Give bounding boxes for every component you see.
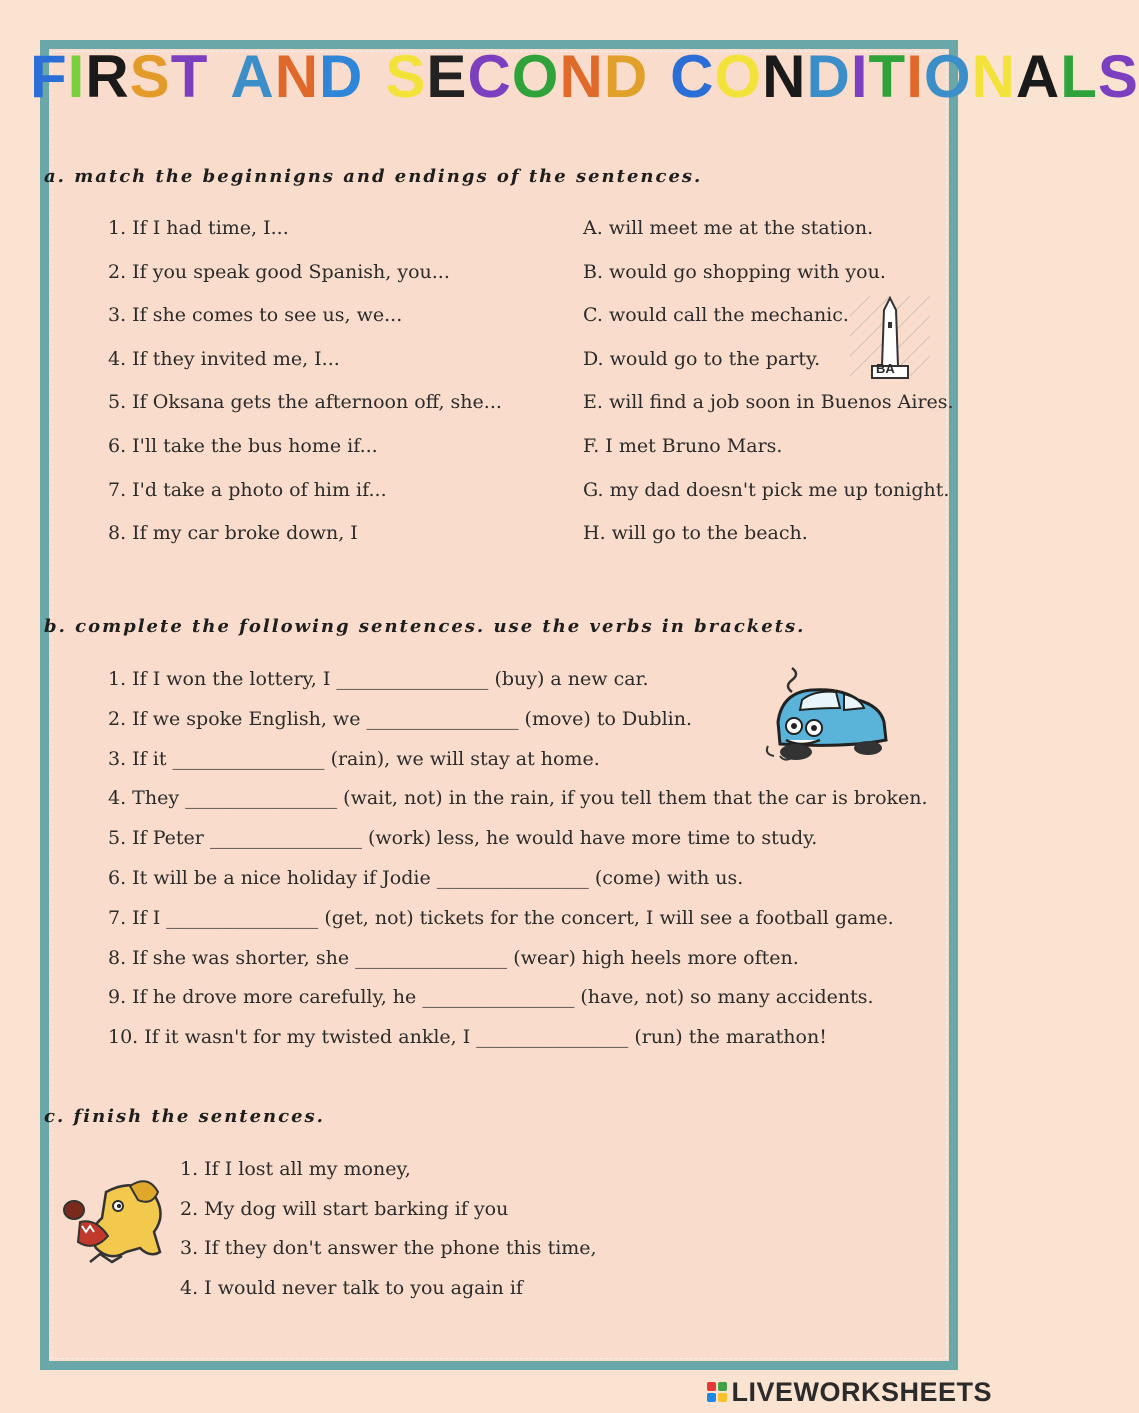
sentence-start: 5. If Peter [108, 827, 204, 850]
answer-blank[interactable]: ________________ [172, 747, 325, 770]
title-letter: D [806, 43, 851, 110]
title-letter: N [274, 43, 320, 110]
sentence-start: 10. If it wasn't for my twisted ankle, I [108, 1026, 471, 1049]
sentence-start: 7. If I [108, 906, 161, 929]
finish-sentence: 4. I would never talk to you again if [180, 1276, 523, 1299]
answer-blank[interactable]: ________________ [422, 986, 575, 1009]
fill-blank-sentence [108, 827, 817, 849]
match-ending: C. would call the mechanic. [583, 304, 849, 327]
sentence-end: (come) with us. [594, 867, 744, 889]
title-letter: S [385, 43, 427, 110]
sentence-start: 9. If he drove more carefully, he [108, 986, 417, 1009]
brand-text: LIVEWORKSHEETS [731, 1376, 992, 1407]
sentence-start: 2. If we spoke English, we [108, 707, 361, 730]
title-letter: L [1060, 43, 1098, 110]
sentence-end: (work) less, he would have more time to study. [367, 827, 818, 850]
fill-blank-sentence [108, 986, 874, 1008]
match-ending: E. will find a job soon in Buenos Aires. [583, 391, 954, 414]
fill-blank-sentence [108, 708, 692, 730]
finish-sentence: 1. If I lost all my money, [180, 1158, 411, 1180]
title-letter: R [85, 43, 130, 110]
title-letter: N [762, 43, 807, 110]
title-letter: O [714, 43, 763, 110]
match-beginning: 5. If Oksana gets the afternoon off, she... [108, 391, 502, 414]
sentence-start: 6. It will be a nice holiday if Jodie [108, 867, 431, 889]
answer-blank[interactable]: ________________ [366, 707, 519, 730]
title-letter: E [426, 43, 468, 110]
sentence-end: (wait, not) in the rain, if you tell them that the car is broken. [343, 787, 928, 810]
sentence-start: 8. If she was shorter, she [108, 946, 350, 969]
match-beginning: 7. I'd take a photo of him if... [108, 478, 387, 501]
fill-blank-sentence [108, 947, 799, 969]
sentence-start: 1. If I won the lottery, I [108, 668, 331, 690]
match-beginning: 6. I'll take the bus home if... [108, 435, 378, 457]
brand-square [707, 1382, 716, 1391]
match-beginning: 2. If you speak good Spanish, you... [108, 260, 450, 283]
brand-square [718, 1382, 727, 1391]
fill-blank-sentence [108, 748, 600, 770]
match-ending: G. my dad doesn't pick me up tonight. [583, 478, 950, 501]
title-letter: S [1097, 43, 1139, 110]
match-ending: H. will go to the beach. [583, 522, 808, 545]
title-letter: I [906, 43, 924, 110]
title-letter: T [170, 43, 209, 110]
title-letter: N [971, 43, 1016, 110]
title-letter: N [559, 43, 604, 110]
title-letter: S [129, 43, 171, 110]
fill-blank-sentence [108, 1026, 827, 1048]
title-letter: C [670, 43, 715, 110]
title-letter: I [67, 43, 86, 110]
sentence-end: (have, not) so many accidents. [580, 986, 874, 1009]
sentence-end: (get, not) tickets for the concert, I will see a football game. [324, 906, 894, 929]
title-letter: F [30, 43, 68, 110]
fill-blank-sentence [108, 668, 649, 690]
section-b-heading: b. complete the following sentences. use the verbs in brackets. [44, 616, 806, 637]
answer-blank[interactable]: ________________ [166, 906, 319, 929]
title-letter: D [319, 43, 364, 110]
title-letter: I [850, 43, 869, 110]
liveworksheets-logo [707, 1375, 992, 1409]
match-ending: D. would go to the party. [583, 347, 821, 370]
sentence-end: (wear) high heels more often. [513, 946, 799, 969]
title-letter: D [603, 43, 649, 110]
answer-blank[interactable]: ________________ [476, 1026, 629, 1049]
sentence-end: (run) the marathon! [634, 1026, 827, 1049]
title-letter: C [467, 43, 512, 110]
title-letter: O [511, 43, 560, 110]
fill-blank-sentence [108, 787, 928, 809]
match-beginning: 4. If they invited me, I... [108, 347, 340, 370]
sentence-start: 4. They [108, 787, 180, 810]
brand-square [707, 1393, 716, 1402]
match-beginning: 1. If I had time, I... [108, 217, 289, 239]
finish-sentence: 2. My dog will start barking if you [180, 1197, 509, 1220]
title-letter: T [868, 43, 907, 110]
fill-blank-sentence [108, 907, 894, 929]
match-ending: A. will meet me at the station. [583, 217, 874, 239]
answer-blank[interactable]: ________________ [436, 867, 589, 889]
section-a-heading: a. match the beginnigns and endings of the sentences. [44, 166, 703, 187]
answer-blank[interactable]: ________________ [209, 827, 362, 850]
match-beginning: 3. If she comes to see us, we... [108, 304, 403, 327]
sentence-end: (rain), we will stay at home. [330, 747, 600, 770]
section-c-heading: c. finish the sentences. [44, 1106, 325, 1127]
answer-blank[interactable]: ________________ [336, 668, 489, 690]
title-letter: A [1015, 43, 1061, 110]
fill-blank-sentence [108, 867, 743, 889]
answer-blank[interactable]: ________________ [355, 946, 508, 969]
brand-square [718, 1393, 727, 1402]
sentence-start: 3. If it [108, 747, 167, 770]
answer-blank[interactable]: ________________ [185, 787, 338, 810]
match-beginning: 8. If my car broke down, I [108, 522, 358, 545]
finish-sentence: 3. If they don't answer the phone this time, [180, 1237, 597, 1259]
title-letter: A [230, 43, 275, 110]
barking-dog-icon [60, 1172, 170, 1272]
title-letter: O [923, 43, 972, 110]
worksheet-title [30, 42, 1139, 112]
sentence-end: (move) to Dublin. [524, 707, 693, 730]
match-ending: F. I met Bruno Mars. [583, 435, 783, 457]
broken-car-icon [764, 660, 898, 764]
match-ending: B. would go shopping with you. [583, 260, 886, 283]
sentence-end: (buy) a new car. [494, 668, 649, 690]
brand-grid-icon [707, 1382, 727, 1402]
obelisk-label: BA [876, 361, 895, 376]
